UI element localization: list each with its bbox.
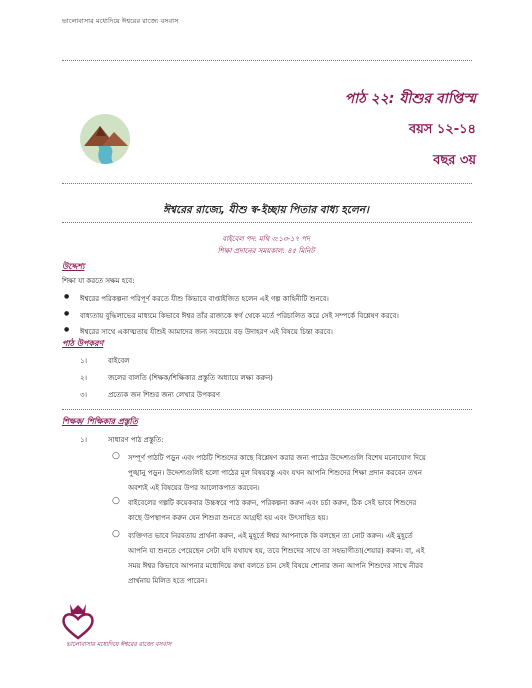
material-number: ২। [80, 374, 88, 382]
preparation-number: ১। [80, 436, 88, 444]
paragraph-line: আপনি যা শুনতে পেয়েছেন সেটা যদি যথাযথ হয়, তবে শিশুদের সাথে তা সহভাগীতা(শেয়ার) করুন। বা, এই [128, 547, 425, 555]
paragraph-line: প্রার্থনায় মিলিত হতে পারেন। [128, 577, 208, 585]
header-divider [62, 60, 472, 61]
mountain-logo [80, 114, 130, 164]
footer-logo-text: ভালোবাসার মধ্যেদিয়ে ঈশ্বরের রাজ্যে বসবাস [66, 641, 172, 648]
lesson-subtitle: ঈশ্বরের রাজ্যে, যীশু স্ব-ইচ্ছায় পিতার বাধ্য হলেন। [163, 204, 369, 216]
objectives-heading: উদ্দেশ্য [62, 262, 85, 271]
objectives-intro: শিক্ষা যা করতে সক্ষম হবে: [62, 277, 135, 285]
objective-item: ● ঈশ্বরের পরিকল্পনা পরিপূর্ণ করতে যীশু কিভাবে বাপ্তাইজিত হলেন এই গল্প কাহিনীটি শুনবে। [80, 293, 329, 305]
hollow-bullet-icon: ○ [112, 451, 120, 461]
hollow-bullet-icon: ○ [112, 496, 120, 506]
preparation-item-title: সাধারণ পাঠ প্রস্তুতি: [108, 436, 164, 444]
preparation-paragraph [128, 451, 473, 496]
hollow-bullet-icon: ○ [112, 529, 120, 539]
teaching-time: শিক্ষা প্রদানের সময়কাল: ৪৫ মিনিট [217, 247, 315, 255]
crown-heart-icon [58, 602, 98, 642]
paragraph-line: অবশ্যই এই বিষয়ের উপর আলোকপাত করবেন। [128, 484, 260, 492]
mountain-river-icon [80, 114, 130, 164]
preparation-heading: শিক্ষক/ শিক্ষিকার প্রস্তুতি [62, 417, 138, 426]
preparation-paragraph [128, 529, 473, 589]
paragraph-line: কাছে উপস্থাপন করুন যেন শিশুরা শুনতে আগ্রহী হয় এবং উৎসাহিত হয়। [128, 514, 329, 522]
material-item: প্রত্যেক জন শিশুর জন্য লেখার উপকরণ [108, 391, 220, 399]
running-header: ভালোবাসার মধ্যেদিয়ে ঈশ্বরের রাজ্যে বসবাস [62, 17, 179, 25]
subtitle-divider [62, 222, 472, 223]
preparation-paragraph [128, 496, 473, 526]
paragraph-line: সময় ঈশ্বর কিভাবে আপনার মধ্যেদিয়ে কথা বলতে চান সেই বিষয়ে শোনার জন্য আপনি শিশুদের সাথে নীরব [128, 562, 424, 570]
objective-item: ● বাধ্যতায় বুদ্ধিলাভের মাধ্যমে কিভাবে ঈশ্বর তাঁর রাজ্যকে স্বর্গ থেকে মর্তে পরিচালিত করে সেই সম্পর্কে বিশ্লেষণ করবে। [80, 310, 399, 322]
title-divider [62, 183, 472, 184]
material-number: ১। [80, 357, 88, 365]
year-label: বছর ৩য় [433, 153, 476, 168]
materials-heading: পাঠ উপকরণ [62, 339, 104, 348]
age-range: বয়স ১২-১৪ [408, 122, 476, 137]
paragraph-line: ব্যক্তিগত ভাবে নিরবতায় প্রার্থনা করুন, এই মুহূর্তে ঈশ্বর আপনাকে কি বলছেন তা নোট করুন। এই মুহূর্তে [128, 532, 413, 540]
materials-divider [62, 409, 472, 410]
lesson-title: পাঠ ২২: যীশুর বাপ্তিস্ম [344, 91, 476, 107]
material-number: ৩। [80, 391, 88, 399]
paragraph-line: সম্পূর্ণ পাঠটি পড়ুন এবং পাঠটি শিশুদের কাছে বিশ্লেষণ করার জন্য পাঠের উদ্দেশ্যগুলি বিশেষ মনোযোগ দিয়ে [128, 454, 426, 462]
paragraph-line: বাইবেলের গল্পটি কয়েকবার উচ্চস্বরে পাঠ করুন, পরিকল্পনা করুন এবং চর্চা করুন, ঠিক সেই ভাবে শিশুদের [128, 499, 417, 507]
footer-logo [58, 602, 98, 642]
paragraph-line: পুঙ্খানু পড়ুন। উদ্দেশ্যগুলিই হলো পাঠের মূল বিষয়বস্তু এবং যখন আপনি শিশুদের শিক্ষা প্রদান করবেন তখন [128, 469, 422, 477]
bible-verse: বাইবেল পদ: মথি ৩:১৩-১৭ পদ [222, 235, 310, 243]
material-item: বাইবেল [108, 357, 130, 365]
material-item: জলের বালতি (শিক্ষক/শিক্ষিকার প্রস্তুতি অধ্যায়ে লক্ষ্য করুন) [108, 374, 273, 382]
objective-item: ● ঈশ্বরের সাথে একাত্মতায় যীশুই আমাদের জন্য সবচেয়ে বড় উদাহরণ এই বিষয়ে চিন্তা করবে। [80, 326, 333, 338]
